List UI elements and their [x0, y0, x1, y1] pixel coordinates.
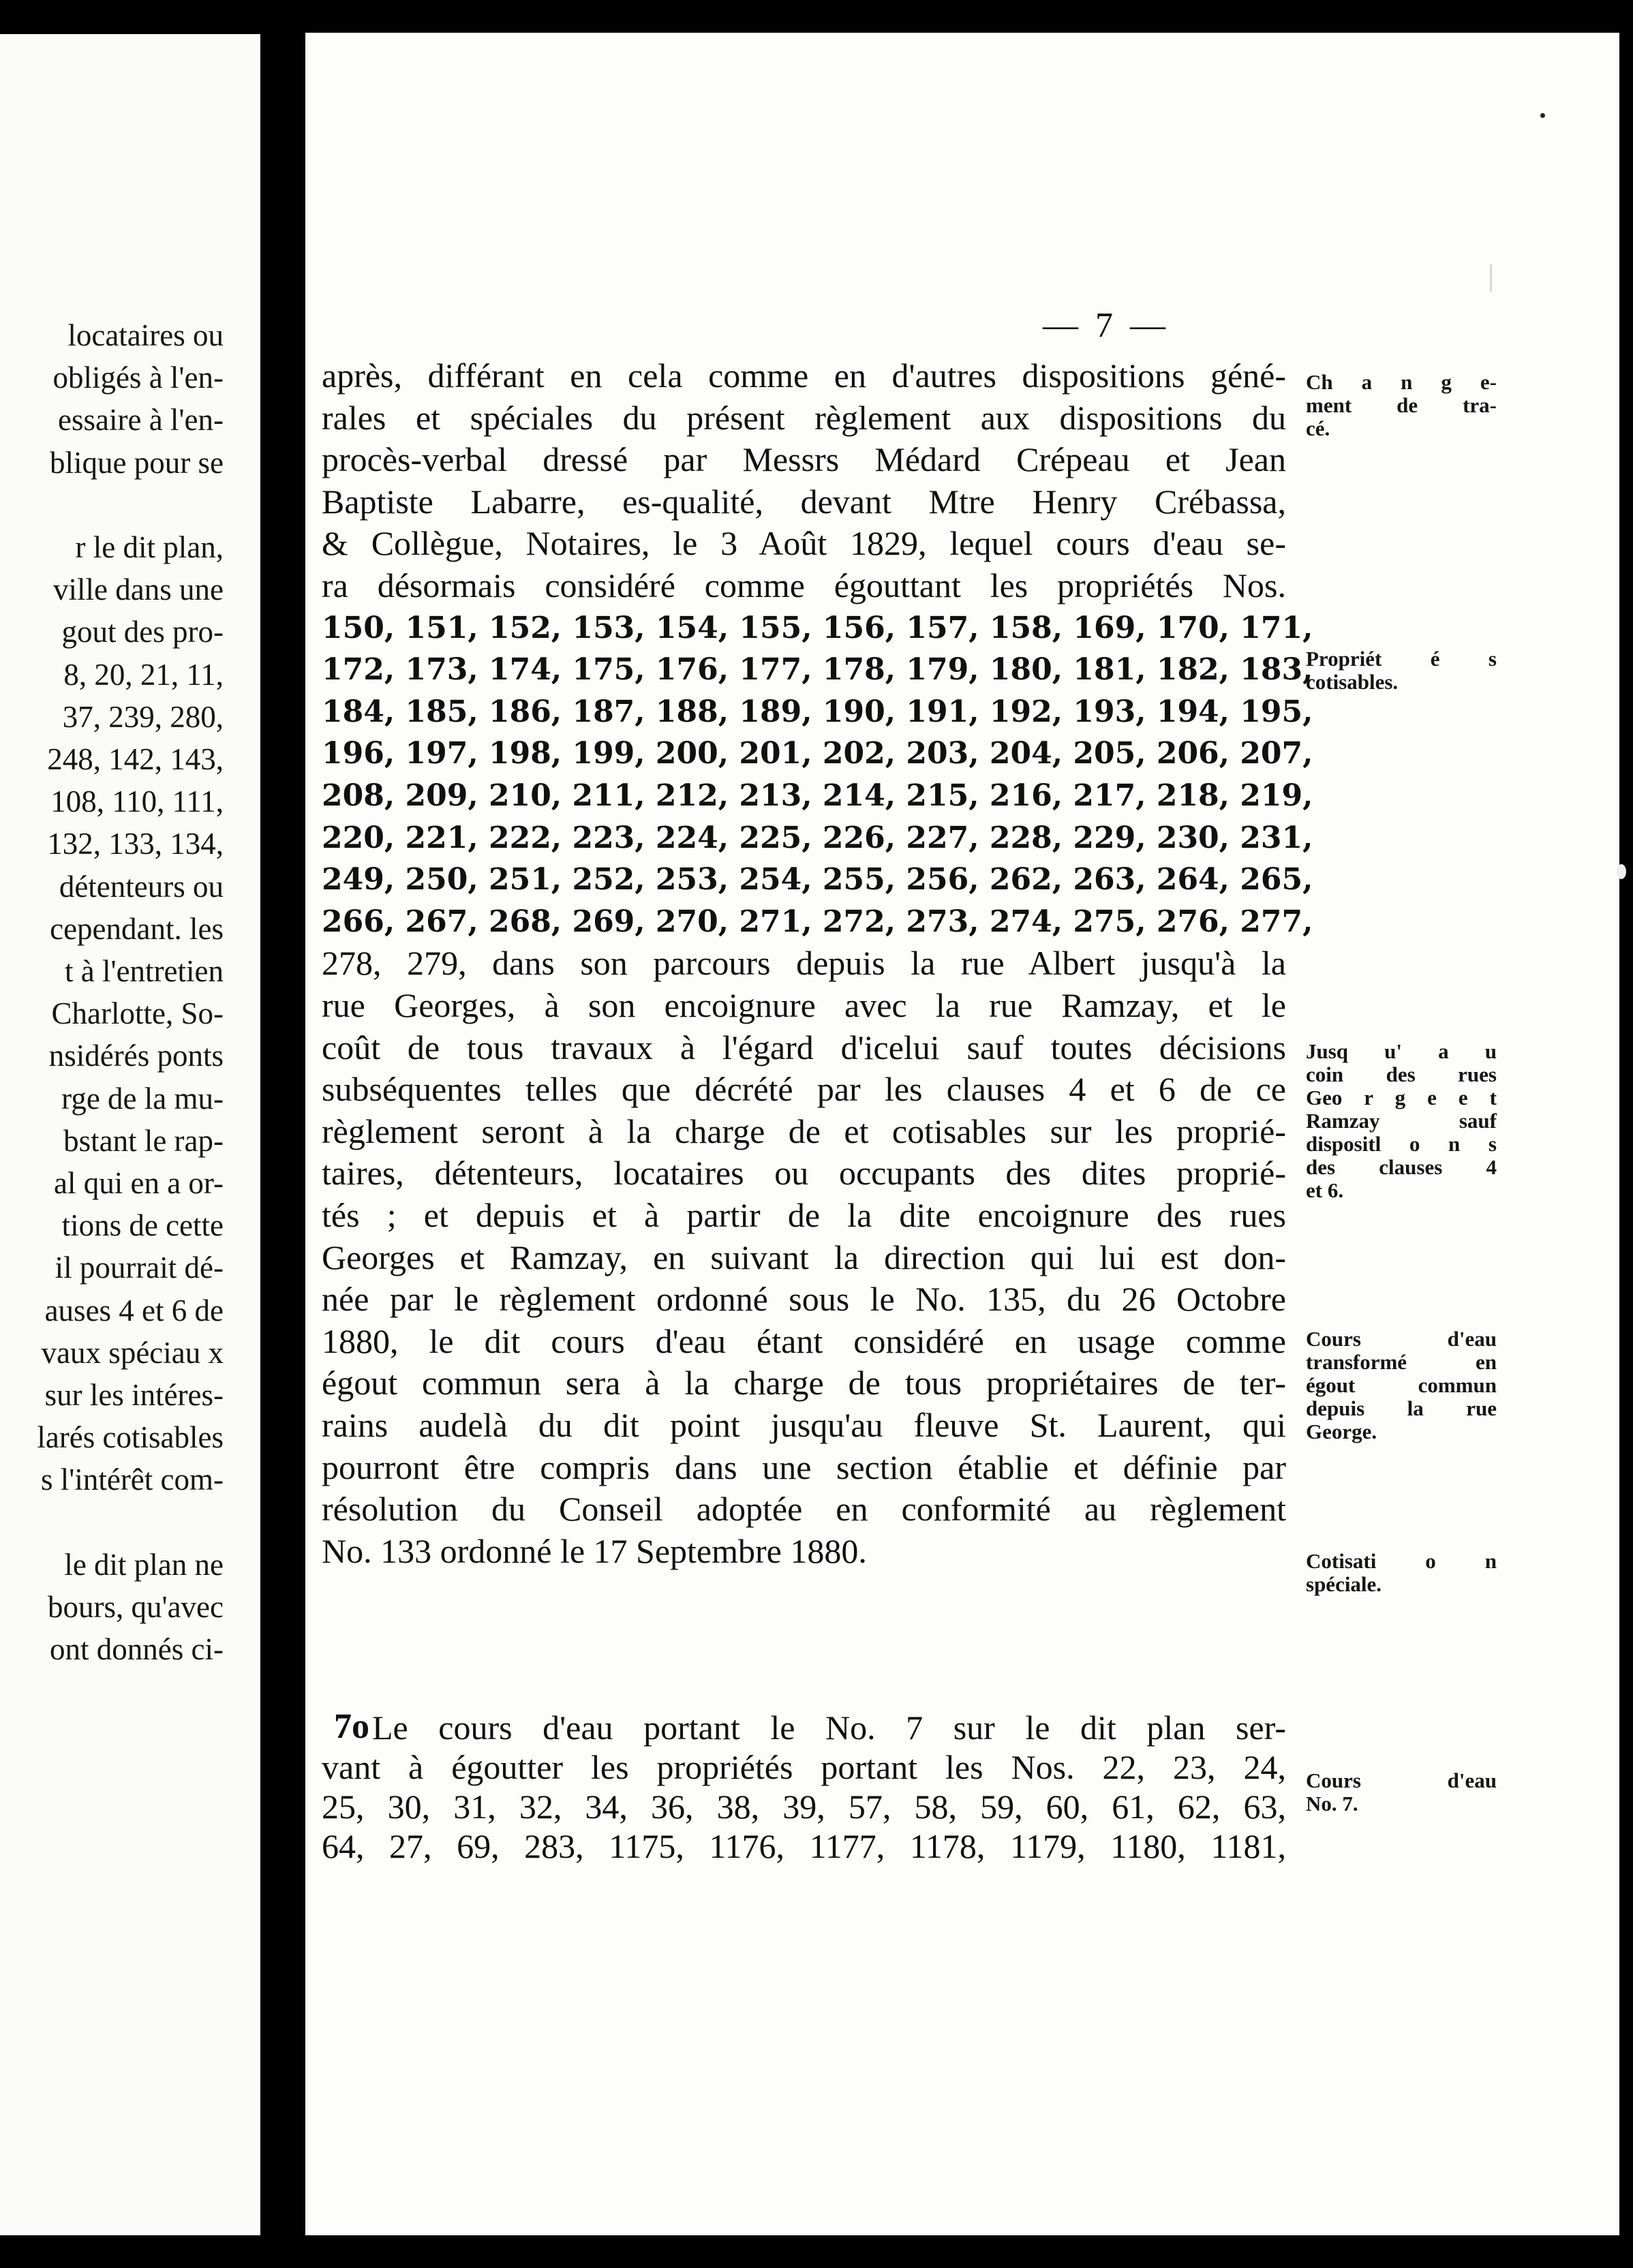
previous-page-line: ville dans une — [53, 572, 224, 607]
text-line: résolution du Conseil adoptée en conformité au règlement — [322, 1490, 1286, 1529]
margin-note-line: cotisables. — [1306, 670, 1399, 694]
text-line: 249, 250, 251, 252, 253, 254, 255, 256, 262, 263, 264, 265, — [322, 862, 1313, 898]
text-line: & Collègue, Notaires, le 3 Août 1829, lequel cours d'eau se- — [322, 524, 1286, 563]
margin-note-line: George. — [1306, 1420, 1377, 1443]
text-line: règlement seront à la charge de et cotisables sur les proprié- — [322, 1112, 1286, 1150]
margin-note-line: No. 7. — [1306, 1792, 1358, 1815]
text-line: 278, 279, dans son parcours depuis la rue Albert jusqu'à la — [322, 944, 1286, 983]
text-line-content: Le cours d'eau portant le No. 7 sur le dit plan ser- — [372, 1708, 1286, 1747]
previous-page-line: bours, qu'avec — [47, 1590, 224, 1624]
text-line: tés ; et depuis et à partir de la dite encoignure des rues — [322, 1196, 1286, 1234]
margin-note-line: Cours d'eau — [1306, 1768, 1497, 1792]
text-line: procès-verbal dressé par Messrs Médard Crépeau et Jean — [322, 440, 1286, 479]
text-line: 172, 173, 174, 175, 176, 177, 178, 179, 180, 181, 182, 183, — [322, 652, 1313, 688]
previous-page-line: larés cotisables — [37, 1420, 224, 1455]
previous-page-line: 37, 239, 280, — [62, 699, 224, 734]
section-number: 7o — [334, 1707, 369, 1746]
text-line: rains audelà du dit point jusqu'au fleuve St. Laurent, qui — [322, 1406, 1286, 1444]
margin-note-line: ment de tra- — [1306, 393, 1497, 417]
previous-page-line: al qui en a or- — [54, 1166, 224, 1200]
text-line: coût de tous travaux à l'égard d'icelui sauf toutes décisions — [322, 1028, 1286, 1067]
margin-note-line: cé. — [1306, 416, 1330, 440]
text-line: subséquentes telles que décrété par les clauses 4 et 6 de ce — [322, 1070, 1286, 1109]
previous-page-line: Charlotte, So- — [51, 996, 224, 1031]
previous-page-line: il pourrait dé- — [55, 1251, 224, 1285]
text-line: Baptiste Labarre, es-qualité, devant Mtre Henry Crébassa, — [322, 482, 1286, 521]
previous-page-line: locataires ou — [67, 318, 224, 352]
previous-page-line: tions de cette — [61, 1208, 224, 1243]
previous-page-line: 8, 20, 21, 11, — [63, 657, 224, 692]
margin-note-line: Cotisati o n — [1306, 1549, 1497, 1573]
previous-page-line: bstant le rap- — [63, 1123, 224, 1158]
previous-page-line: blique pour se — [50, 445, 224, 480]
page-edge-tick — [1490, 264, 1492, 292]
text-line: après, différant en cela comme en d'autres dispositions géné- — [322, 356, 1286, 395]
text-line: 208, 209, 210, 211, 212, 213, 214, 215, 216, 217, 218, 219, — [322, 778, 1313, 813]
margin-note-jusqu-au-coin — [1306, 1040, 1497, 1202]
margin-note-line: spéciale. — [1306, 1572, 1382, 1596]
previous-page-line: détenteurs ou — [59, 869, 224, 904]
text-line: rales et spéciales du présent règlement aux dispositions du — [322, 398, 1286, 437]
page-number: — 7 — — [1043, 306, 1170, 345]
text-line: 266, 267, 268, 269, 270, 271, 272, 273, 274, 275, 276, 277, — [322, 904, 1313, 939]
margin-note-line: coin des rues — [1306, 1062, 1497, 1086]
margin-note-line: Ch a n g e- — [1306, 370, 1497, 394]
margin-note-cours-d-eau-no-7 — [1306, 1769, 1497, 1815]
previous-page-line: 108, 110, 111, — [50, 784, 224, 819]
previous-page-line: rge de la mu- — [61, 1081, 224, 1116]
text-line: Georges et Ramzay, en suivant la direction qui lui est don- — [322, 1238, 1286, 1276]
margin-note-line: Cours d'eau — [1306, 1327, 1497, 1351]
text-line — [334, 1707, 1286, 1747]
text-line: 150, 151, 152, 153, 154, 155, 156, 157, 158, 169, 170, 171, — [322, 610, 1313, 645]
margin-note-line: Jusq u' a u — [1306, 1039, 1497, 1063]
previous-page-line: vaux spéciau x — [41, 1335, 224, 1370]
margin-note-line: des clauses 4 — [1306, 1155, 1497, 1179]
previous-page-line: t à l'entretien — [65, 954, 224, 988]
margin-note-line: depuis la rue — [1306, 1396, 1497, 1420]
previous-page-line: cependant. les — [50, 911, 224, 946]
text-line: rue Georges, à son encoignure avec la rue Ramzay, et le — [322, 986, 1286, 1024]
margin-note-line: Ramzay sauf — [1306, 1109, 1497, 1133]
margin-note-cours-d-eau-transforme — [1306, 1328, 1497, 1443]
text-line: vant à égoutter les propriétés portant les Nos. 22, 23, 24, — [322, 1748, 1286, 1786]
margin-note-line: Propriét é s — [1306, 647, 1497, 671]
previous-page-line: le dit plan ne — [64, 1547, 224, 1582]
text-line: 64, 27, 69, 283, 1175, 1176, 1177, 1178, 1179, 1180, 1181, — [322, 1827, 1286, 1865]
document-page — [305, 33, 1619, 2235]
previous-page-line: 132, 133, 134, — [47, 827, 224, 861]
text-line: 196, 197, 198, 199, 200, 201, 202, 203, 204, 205, 206, 207, — [322, 736, 1313, 771]
previous-page-fragment — [0, 34, 260, 2235]
margin-note-line: dispositl o n s — [1306, 1132, 1497, 1156]
margin-note-changement — [1306, 371, 1497, 440]
previous-page-line: sur les intéres- — [44, 1378, 224, 1412]
margin-note-proprietes-cotisables — [1306, 647, 1497, 694]
previous-page-line: ont donnés ci- — [50, 1632, 224, 1667]
text-line: égout commun sera à la charge de tous propriétaires de ter- — [322, 1364, 1286, 1403]
margin-note-line: Geo r g e e t — [1306, 1086, 1497, 1109]
previous-page-line: s l'intérêt com- — [40, 1462, 224, 1497]
previous-page-line: essaire à l'en- — [58, 403, 224, 438]
text-line: 25, 30, 31, 32, 34, 36, 38, 39, 57, 58, 59, 60, 61, 62, 63, — [322, 1788, 1286, 1826]
text-line: née par le règlement ordonné sous le No. 135, du 26 Octobre — [322, 1280, 1286, 1319]
ink-speck — [1540, 113, 1545, 118]
previous-page-line: 248, 142, 143, — [47, 742, 224, 776]
text-line: 184, 185, 186, 187, 188, 189, 190, 191, 192, 193, 194, 195, — [322, 694, 1313, 729]
text-line: taires, détenteurs, locataires ou occupants des dites proprié- — [322, 1154, 1286, 1193]
previous-page-line: nsidérés ponts — [48, 1039, 224, 1073]
text-line: ra désormais considéré comme égouttant les propriétés Nos. — [322, 566, 1286, 604]
margin-note-line: et 6. — [1306, 1178, 1344, 1202]
ink-speck — [1617, 864, 1626, 879]
previous-page-line: auses 4 et 6 de — [44, 1293, 224, 1328]
previous-page-line: obligés à l'en- — [52, 361, 224, 395]
previous-page-line: r le dit plan, — [75, 530, 224, 564]
margin-note-line: égout commun — [1306, 1373, 1497, 1397]
margin-note-cotisation-speciale — [1306, 1550, 1497, 1596]
text-line: No. 133 ordonné le 17 Septembre 1880. — [322, 1531, 867, 1570]
margin-note-line: transformé en — [1306, 1350, 1497, 1374]
text-line: pourront être compris dans une section établie et définie par — [322, 1447, 1286, 1486]
previous-page-line: gout des pro- — [61, 615, 224, 649]
text-line: 1880, le dit cours d'eau étant considéré en usage comme — [322, 1321, 1286, 1360]
text-line: 220, 221, 222, 223, 224, 225, 226, 227, 228, 229, 230, 231, — [322, 820, 1313, 855]
